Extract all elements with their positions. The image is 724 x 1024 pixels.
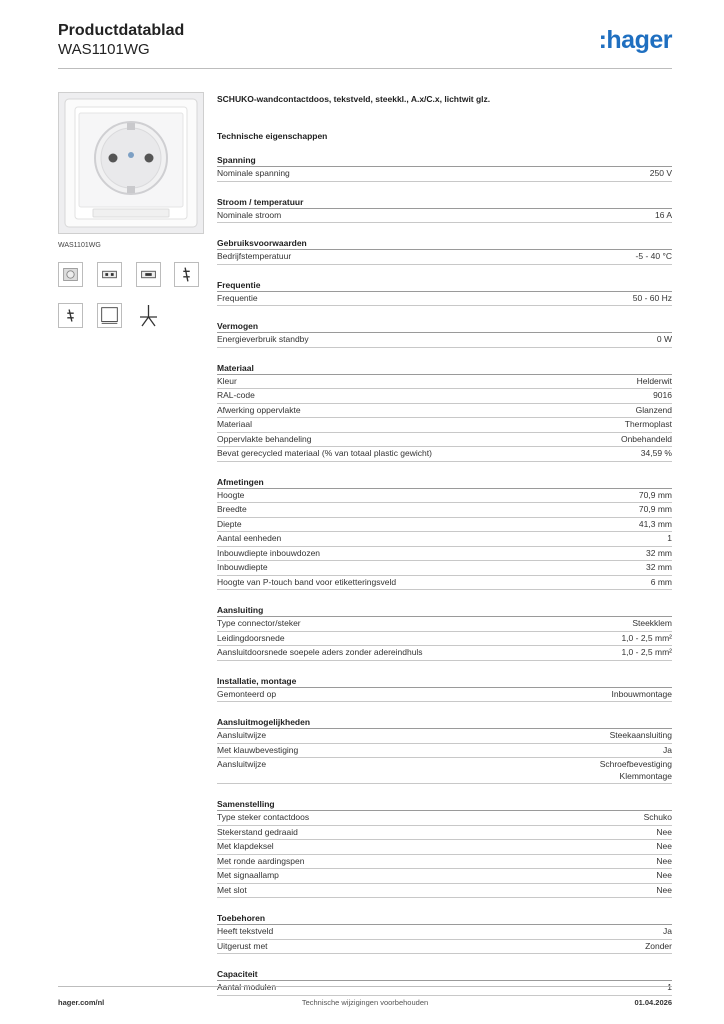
spec-label: Materiaal [217,419,252,429]
spec-label: Bedrijfstemperatuur [217,251,292,261]
spec-value: 34,59 % [640,448,672,458]
spec-row [217,447,672,462]
spec-section [217,798,672,898]
spec-row [217,547,672,562]
specifications [217,92,672,996]
spec-section [217,604,672,661]
spec-label: Nominale spanning [217,168,290,178]
section-title: Spanning [217,154,672,167]
spec-value: 1,0 - 2,5 mm² [621,647,672,657]
spec-row [217,811,672,826]
spec-section [217,320,672,348]
socket-photo [59,93,203,233]
spec-row [217,333,672,348]
spec-section [217,154,672,182]
spec-label: Gemonteerd op [217,688,277,699]
socket-icon[interactable] [58,262,83,287]
spec-value: 250 V [649,168,672,178]
spec-row [217,292,672,307]
spec-value: 1,0 - 2,5 mm² [621,632,672,643]
spec-value: Nee [656,870,672,880]
spec-label: Met klapdeksel [217,841,274,851]
spec-value: 41,3 mm [638,518,672,529]
spec-value: 9016 [653,390,672,400]
spec-value: Nee [656,841,672,851]
spec-label: RAL-code [217,390,255,400]
section-title: Frequentie [217,279,672,292]
spec-section [217,675,672,703]
spec-label: Hoogte [217,489,245,500]
spec-value: Nee [656,884,672,895]
spec-row [217,561,672,576]
product-image [58,92,204,234]
spec-value: 70,9 mm [638,504,672,514]
wiring-icon[interactable] [58,303,83,328]
connector-terminal-icon[interactable] [97,262,122,287]
spec-label: Hoogte van P-touch band voor etiketteringsveld [217,576,397,587]
spec-section [217,279,672,307]
section-title: Gebruiksvoorwaarden [217,237,672,250]
section-title: Stroom / temperatuur [217,196,672,209]
product-description: SCHUKO-wandcontactdoos, tekstveld, steekkl., A.x/C.x, lichtwit glz. [217,94,491,104]
image-caption: WAS1101WG [58,242,101,249]
spec-value: 1 [667,982,672,992]
spec-label: Met slot [217,884,247,895]
spec-label: Leidingdoorsnede [217,632,285,643]
spec-label: Energieverbruik standby [217,334,309,344]
spec-label: Kleur [217,375,237,386]
spec-row [217,688,672,703]
spec-value: Thermoplast [624,419,672,429]
spec-section [217,362,672,462]
spec-row [217,532,672,547]
spec-row [217,518,672,533]
circuit-symbol-icon[interactable] [136,303,161,328]
spec-value: 32 mm [646,547,672,558]
spec-value: 0 W [656,334,672,344]
spec-label: Met signaallamp [217,870,279,880]
spec-value: Nee [656,855,672,866]
spec-row [217,826,672,841]
spec-label: Met klauwbevestiging [217,744,299,755]
spec-label: Inbouwdiepte [217,562,268,572]
spec-row [217,250,672,265]
section-title: Capaciteit [217,968,672,981]
spec-section [217,912,672,954]
footer-disclaimer: Technische wijzigingen voorbehouden [301,998,429,1007]
spec-row [217,617,672,632]
spec-section [217,237,672,265]
spec-value: 32 mm [646,562,672,572]
spec-label: Aansluitdoorsnede soepele aders zonder adereindhuls [217,647,423,657]
spec-value: Schroefbevestiging Klemmontage [599,759,672,781]
spec-row [217,209,672,224]
footer-website-link[interactable]: hager.com/nl [58,998,105,1007]
wiring-icon[interactable] [174,262,199,287]
spec-section [217,716,672,784]
document-title: Productdatablad [58,22,185,39]
spec-value: 50 - 60 Hz [632,292,672,303]
spec-value: Onbehandeld [620,433,672,444]
section-title: Samenstelling [217,798,672,811]
spec-label: Bevat gerecycled materiaal (% van totaal plastic gewicht) [217,448,432,458]
spec-value: Nee [656,826,672,837]
spec-label: Heeft tekstveld [217,926,274,936]
spec-row [217,744,672,759]
section-title: Aansluitmogelijkheden [217,716,672,729]
spec-row [217,167,672,182]
spec-label: Uitgerust met [217,940,268,951]
spec-value: 1 [667,533,672,543]
spec-label: Inbouwdiepte inbouwdozen [217,547,321,558]
spec-label: Stekerstand gedraaid [217,826,298,837]
spec-value: Ja [663,744,672,755]
section-title: Materiaal [217,362,672,375]
spec-row [217,433,672,448]
spec-row [217,758,672,784]
section-title: Afmetingen [217,476,672,489]
spec-label: Aansluitwijze [217,759,267,769]
section-title: Vermogen [217,320,672,333]
spec-value: 16 A [654,209,672,220]
spec-row [217,503,672,518]
spec-label: Nominale stroom [217,209,282,220]
spec-label: Type steker contactdoos [217,812,310,822]
spec-section [217,196,672,224]
technical-properties-heading: Technische eigenschappen [217,131,328,141]
spec-value: Steekaansluiting [609,730,672,740]
spec-label: Met ronde aardingspen [217,855,305,866]
spec-row [217,729,672,744]
spec-label: Diepte [217,518,242,529]
spec-row [217,646,672,661]
product-code: WAS1101WG [58,41,150,58]
spec-sections [217,154,672,996]
spec-value: Zonder [645,940,672,951]
logo-text: hager [606,26,672,54]
connector-terminal-icon[interactable] [136,262,161,287]
spec-row [217,884,672,899]
spec-row [217,418,672,433]
footer-date: 01.04.2026 [634,998,672,1007]
spec-row [217,855,672,870]
page-footer [58,986,672,1011]
spec-row [217,576,672,591]
spec-label: Aantal eenheden [217,533,282,543]
spec-row [217,940,672,955]
dimension-drawing-icon[interactable] [97,303,122,328]
spec-label: Aantal modulen [217,982,277,992]
page-header [58,22,672,69]
spec-value: -5 - 40 °C [635,251,672,261]
spec-value: Glanzend [635,404,672,415]
spec-value: Schuko [643,812,672,822]
spec-value: Ja [663,926,672,936]
spec-label: Type connector/steker [217,618,301,628]
spec-row [217,389,672,404]
spec-value: Inbouwmontage [611,688,672,699]
section-title: Toebehoren [217,912,672,925]
section-title: Installatie, montage [217,675,672,688]
spec-label: Frequentie [217,292,258,303]
spec-row [217,869,672,884]
spec-row [217,375,672,390]
spec-row [217,489,672,504]
hager-logo[interactable]: :hager [598,26,672,54]
spec-label: Aansluitwijze [217,730,267,740]
spec-label: Oppervlakte behandeling [217,433,312,444]
spec-value: 6 mm [650,576,672,587]
spec-label: Breedte [217,504,247,514]
spec-row [217,840,672,855]
spec-section [217,476,672,591]
spec-label: Afwerking oppervlakte [217,404,301,415]
spec-value: 70,9 mm [638,489,672,500]
section-title: Aansluiting [217,604,672,617]
spec-row [217,632,672,647]
spec-row [217,925,672,940]
spec-value: Helderwit [636,375,672,386]
spec-row [217,404,672,419]
spec-value: Steekklem [632,618,672,628]
